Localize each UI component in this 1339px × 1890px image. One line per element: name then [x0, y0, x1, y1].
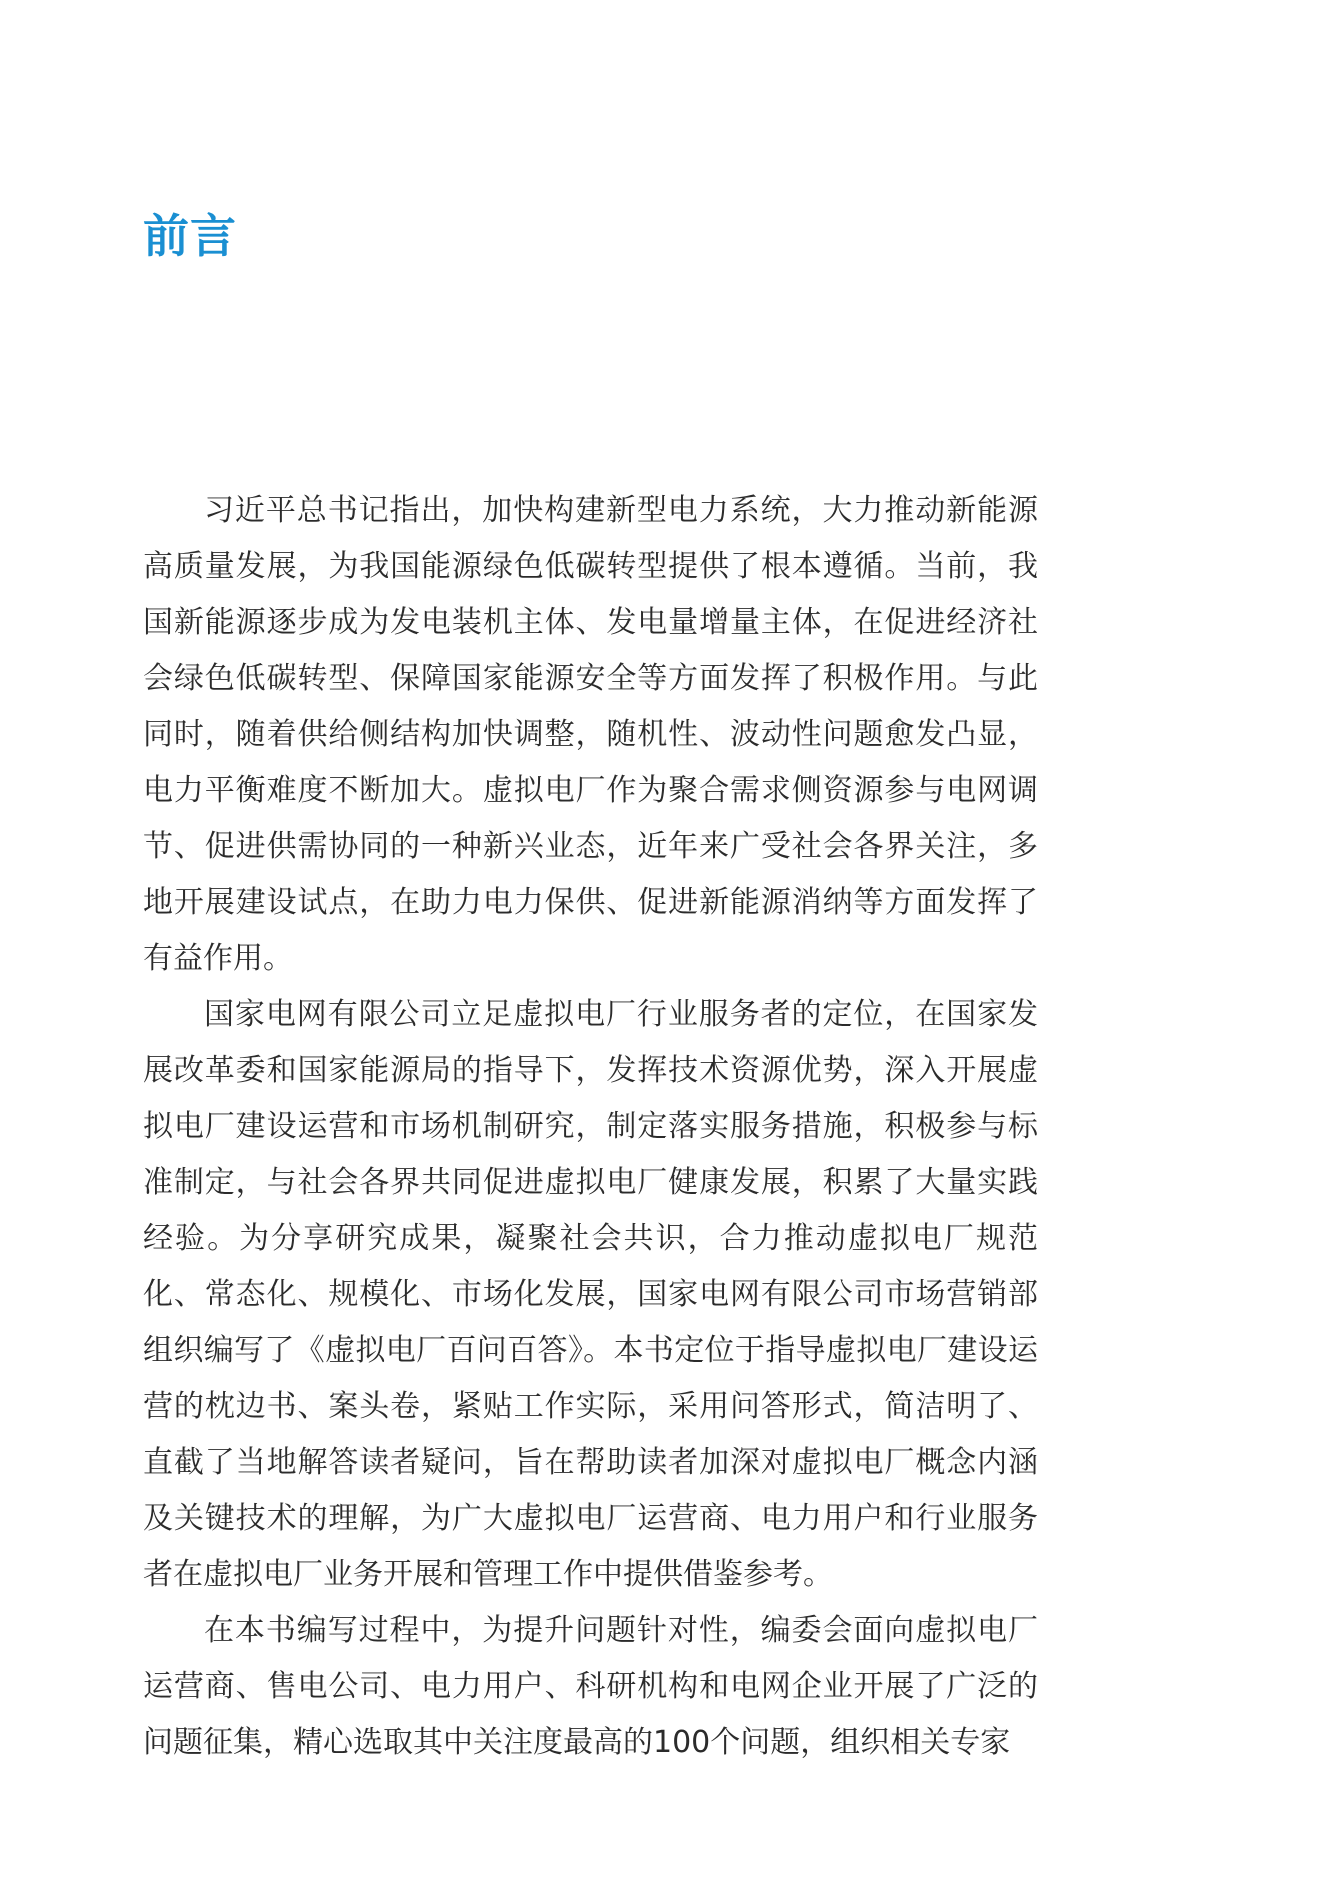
page-title: 前言: [143, 209, 237, 263]
paragraph-3: 在本书编写过程中，为提升问题针对性，编委会面向虚拟电厂运营商、售电公司、电力用户、科研机构和电网企业开展了广泛的问题征集，精心选取其中关注度最高的100个问题，组织相关专家: [143, 1613, 1038, 1760]
paragraph-1: 习近平总书记指出，加快构建新型电力系统，大力推动新能源高质量发展，为我国能源绿色低碳转型提供了根本遵循。当前，我国新能源逐步成为发电装机主体、发电量增量主体，在促进经济社会绿色低碳转型、保障国家能源安全等方面发挥了积极作用。与此同时，随着供给侧结构加快调整，随机性、波动性问题愈发凸显，电力平衡难度不断加大。虚拟电厂作为聚合需求侧资源参与电网调节、促进供需协同的一种新兴业态，近年来广受社会各界关注，多地开展建设试点，在助力电力保供、促进新能源消纳等方面发挥了有益作用。: [143, 493, 1038, 976]
paragraph-2: 国家电网有限公司立足虚拟电厂行业服务者的定位，在国家发展改革委和国家能源局的指导下，发挥技术资源优势，深入开展虚拟电厂建设运营和市场机制研究，制定落实服务措施，积极参与标准制定，与社会各界共同促进虚拟电厂健康发展，积累了大量实践经验。为分享研究成果，凝聚社会共识，合力推动虚拟电厂规范化、常态化、规模化、市场化发展，国家电网有限公司市场营销部组织编写了《虚拟电厂百问百答》。本书定位于指导虚拟电厂建设运营的枕边书、案头卷，紧贴工作实际，采用问答形式，简洁明了、直截了当地解答读者疑问，旨在帮助读者加深对虚拟电厂概念内涵及关键技术的理解，为广大虚拟电厂运营商、电力用户和行业服务者在虚拟电厂业务开展和管理工作中提供借鉴参考。: [143, 997, 1038, 1592]
preface-body: [143, 483, 1038, 1771]
